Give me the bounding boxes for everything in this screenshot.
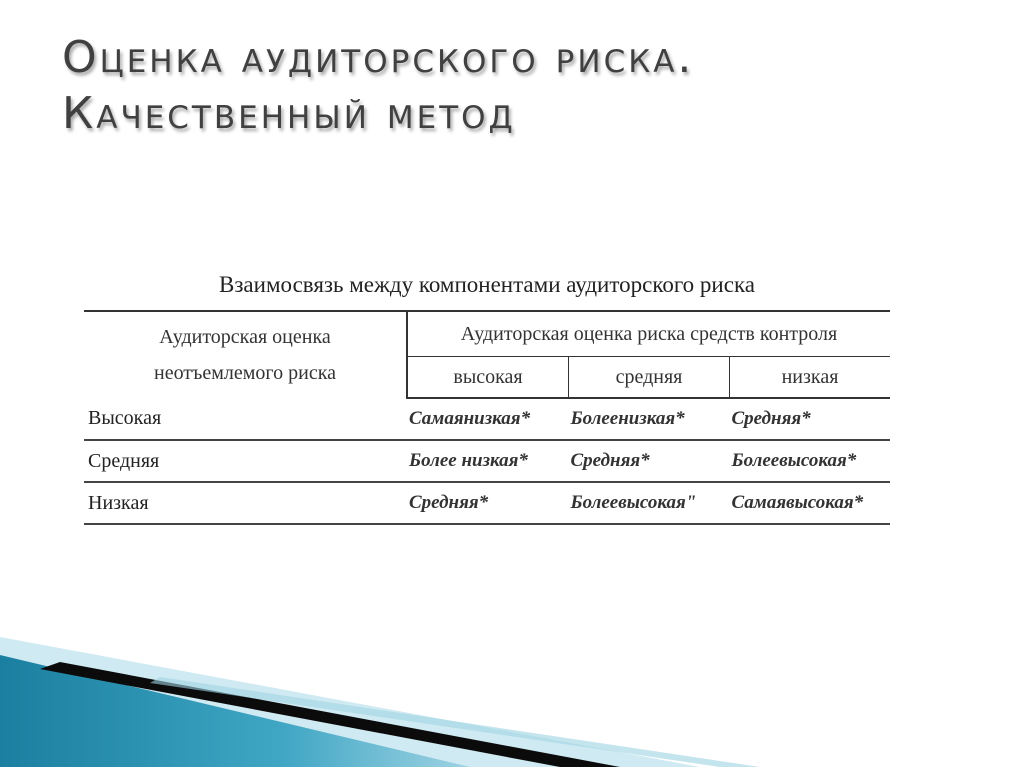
row-label: Средняя — [84, 440, 407, 482]
slide-title-line2: Качественный метод — [62, 88, 516, 139]
row-label: Высокая — [84, 398, 407, 440]
row-header-line2: неотъемлемого риска — [153, 362, 337, 384]
table-row — [84, 440, 890, 482]
table-cell: Более низкая* — [407, 440, 569, 482]
table-cell: Болеевысокая* — [730, 440, 891, 482]
risk-matrix-table — [84, 310, 890, 525]
table-cell: Средняя* — [407, 482, 569, 524]
table-row — [84, 398, 890, 440]
slide-title — [62, 30, 962, 142]
table-cell: Болеевысокая" — [569, 482, 730, 524]
row-header-line1: Аудиторская оценка — [159, 326, 331, 348]
table-caption: Взаимосвязь между компонентами аудиторского риска — [219, 272, 755, 297]
slide-corner-decoration — [0, 637, 1024, 767]
column-header-medium: средняя — [569, 357, 730, 399]
column-header-high: высокая — [407, 357, 569, 399]
table-row — [84, 482, 890, 524]
table-cell: Самаянизкая* — [407, 398, 569, 440]
table-cell: Средняя* — [569, 440, 730, 482]
row-header-cell — [84, 311, 407, 398]
column-header-low: низкая — [730, 357, 891, 399]
table-cell: Болеенизкая* — [569, 398, 730, 440]
slide-title-line1: Оценка аудиторского риска. — [62, 32, 695, 83]
column-group-header: Аудиторская оценка риска средств контроля — [407, 311, 890, 357]
row-label: Низкая — [84, 482, 407, 524]
table-cell: Самаявысокая* — [730, 482, 891, 524]
table-cell: Средняя* — [730, 398, 891, 440]
